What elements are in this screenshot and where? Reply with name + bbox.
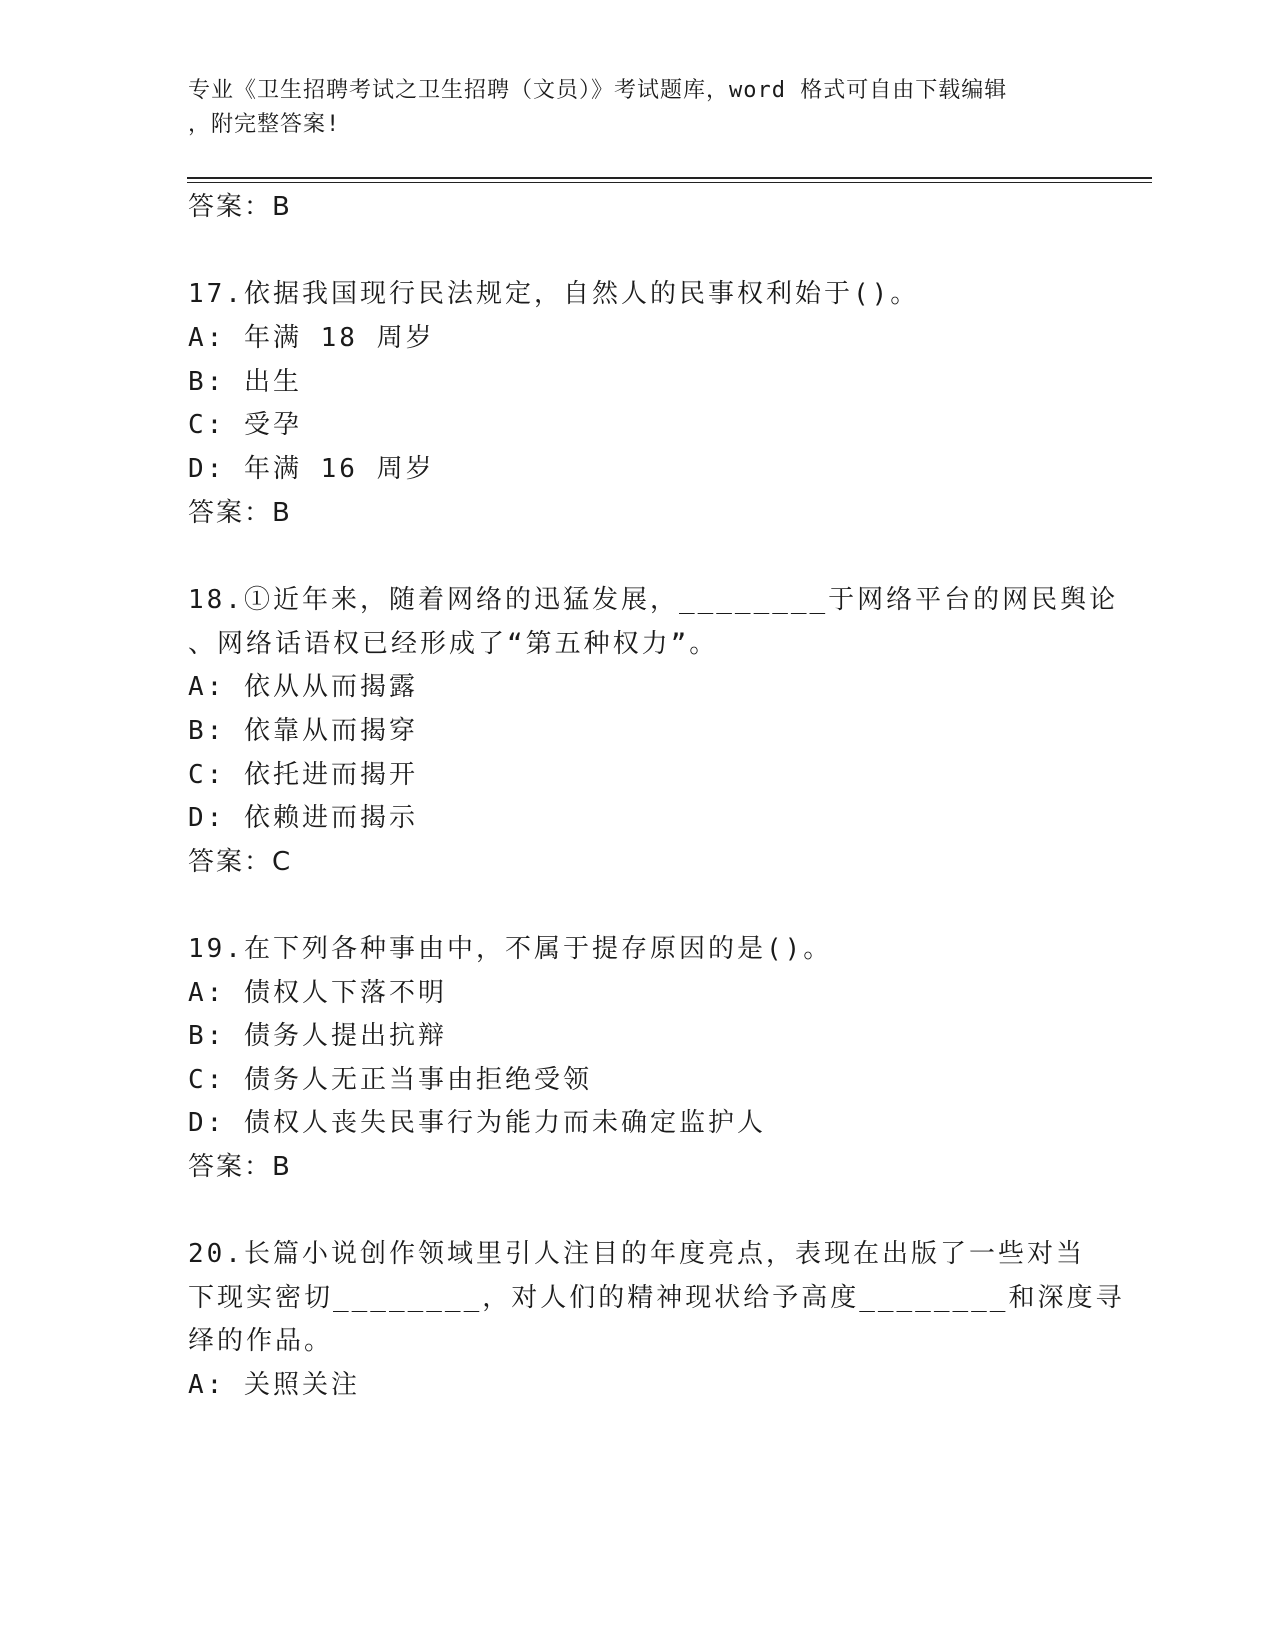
question-18-answer: 答案：C — [188, 847, 293, 877]
header-line-1: 专业《卫生招聘考试之卫生招聘（文员）》考试题库，word 格式可自由下载编辑 — [188, 78, 1008, 103]
header-divider-thick — [187, 177, 1152, 179]
page-header — [188, 74, 1068, 142]
question-20-stem-line-3: 绎的作品。 — [188, 1326, 334, 1356]
question-18-option-b: B: 依靠从而揭穿 — [188, 716, 418, 746]
question-18-option-c: C: 依托进而揭开 — [188, 760, 418, 790]
question-17-option-d: D: 年满 16 周岁 — [188, 454, 435, 484]
header-divider-thin — [187, 182, 1152, 183]
question-17-option-a: A: 年满 18 周岁 — [188, 323, 435, 353]
question-19-stem: 19.在下列各种事由中，不属于提存原因的是()。 — [188, 934, 833, 964]
question-18-stem-line-1: 18.①近年来，随着网络的迅猛发展，________于网络平台的网民舆论 — [188, 585, 1119, 615]
question-17-stem: 17.依据我国现行民法规定，自然人的民事权利始于()。 — [188, 279, 920, 309]
question-17-option-c: C: 受孕 — [188, 410, 302, 440]
question-17-answer: 答案：B — [188, 498, 292, 528]
question-18-stem-line-2: 、网络话语权已经形成了“第五种权力”。 — [188, 629, 719, 659]
question-18-option-a: A: 依从从而揭露 — [188, 672, 418, 702]
question-18-option-d: D: 依赖进而揭示 — [188, 803, 418, 833]
question-20-option-a: A: 关照关注 — [188, 1370, 360, 1400]
question-20-stem-line-2: 下现实密切________，对人们的精神现状给予高度________和深度寻 — [188, 1283, 1125, 1313]
header-line-2: ，附完整答案! — [188, 112, 341, 137]
question-19-option-d: D: 债权人丧失民事行为能力而未确定监护人 — [188, 1108, 766, 1138]
answer-prev: 答案：B — [188, 192, 292, 222]
question-17-option-b: B: 出生 — [188, 367, 302, 397]
question-19-option-c: C: 债务人无正当事由拒绝受领 — [188, 1065, 592, 1095]
question-19-option-b: B: 债务人提出抗辩 — [188, 1021, 447, 1051]
question-19-option-a: A: 债权人下落不明 — [188, 978, 447, 1008]
question-19-answer: 答案：B — [188, 1152, 292, 1182]
question-20-stem-line-1: 20.长篇小说创作领域里引人注目的年度亮点，表现在出版了一些对当 — [188, 1239, 1085, 1269]
